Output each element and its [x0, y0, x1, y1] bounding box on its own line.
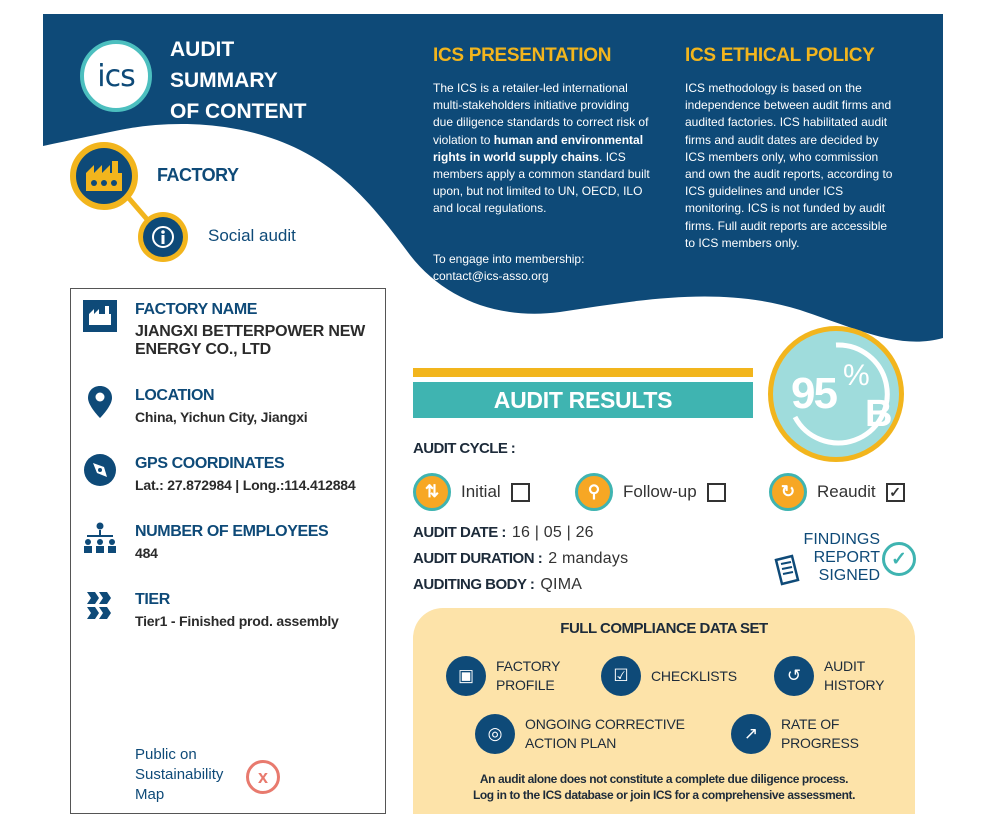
- cycle-initial-label: Initial: [461, 482, 501, 501]
- compliance-title: FULL COMPLIANCE DATA SET: [560, 620, 768, 637]
- auditing-body-value: QIMA: [540, 576, 583, 593]
- progress-icon: ↗: [731, 714, 771, 754]
- refresh-icon: ↻: [769, 473, 807, 511]
- tier-value: Tier1 - Finished prod. assembly: [135, 613, 339, 629]
- cycle-follow-up-label: Follow-up: [623, 482, 697, 501]
- ics-presentation-title: ICS PRESENTATION: [433, 45, 612, 66]
- auditing-body-label: AUDITING BODY :: [413, 576, 535, 593]
- cycle-reaudit-checkbox[interactable]: ✓: [886, 483, 905, 502]
- compliance-audit-history[interactable]: [774, 656, 904, 696]
- cycle-follow-up-checkbox[interactable]: [707, 483, 726, 502]
- factory-profile-label: FACTORY PROFILE: [496, 658, 560, 693]
- audit-date-label: AUDIT DATE :: [413, 524, 506, 541]
- audit-score-badge: [768, 326, 904, 462]
- audit-cycle-label: AUDIT CYCLE :: [413, 440, 516, 457]
- auditing-body-row: [413, 576, 582, 594]
- ics-logo: ics: [80, 40, 152, 112]
- corrective-action-plan-label: ONGOING CORRECTIVE ACTION PLAN: [525, 716, 685, 751]
- location-pin-icon: [83, 385, 117, 419]
- employees-label: NUMBER OF EMPLOYEES: [135, 523, 329, 540]
- findings-report-signed: FINDINGS REPORT SIGNED: [803, 531, 880, 584]
- audit-score-percent: %: [843, 359, 870, 392]
- location-label: LOCATION: [135, 387, 215, 404]
- compass-icon: [83, 453, 117, 487]
- tier-label: TIER: [135, 591, 170, 608]
- cycle-follow-up: [575, 472, 726, 512]
- compliance-data-panel: [413, 608, 915, 814]
- ics-ethical-policy-title: ICS ETHICAL POLICY: [685, 45, 875, 66]
- compliance-corrective-action-plan[interactable]: [475, 714, 695, 754]
- compliance-factory-profile[interactable]: [446, 656, 576, 696]
- signed-check-icon: ✓: [882, 542, 916, 576]
- audit-results-title: AUDIT RESULTS: [413, 382, 753, 418]
- audit-history-label: AUDIT HISTORY: [824, 658, 885, 693]
- history-icon: ↺: [774, 656, 814, 696]
- factory-badge: [70, 142, 138, 210]
- audit-duration-value: 2 mandays: [548, 550, 629, 567]
- factory-name-label: FACTORY NAME: [135, 301, 258, 318]
- sustainability-map-label: Public on Sustainability Map: [135, 746, 224, 803]
- tier-icon: [83, 589, 117, 623]
- audit-duration-row: [413, 550, 628, 568]
- cycle-reaudit-label: Reaudit: [817, 482, 876, 501]
- factory-info-panel: [70, 288, 386, 814]
- page-title: AUDIT SUMMARY OF CONTENT: [170, 38, 307, 123]
- cycle-initial-checkbox[interactable]: [511, 483, 530, 502]
- location-value: China, Yichun City, Jiangxi: [135, 409, 308, 425]
- ics-presentation-text: The ICS is a retailer-led international multi-stakeholders initiative providing due diligence standards to correct risk of violation to human and environmental rights in world supply chains. ICS members apply a common standard built upon, but not limited to UN, OECD, ILO and local regulations.: [433, 81, 650, 216]
- audit-duration-label: AUDIT DURATION :: [413, 550, 543, 567]
- cycle-reaudit: [769, 472, 905, 512]
- membership-contact: To engage into membership: contact@ics-asso.org: [433, 252, 585, 284]
- profile-icon: ▣: [446, 656, 486, 696]
- compliance-footer-note: An audit alone does not constitute a complete due diligence process. Log in to the ICS database or join ICS for a comprehensive assessment.: [472, 772, 856, 802]
- employees-value: 484: [135, 545, 158, 561]
- factory-name-value: JIANGXI BETTERPOWER NEW ENERGY CO., LTD: [135, 323, 366, 358]
- audit-results-accent-bar: [413, 368, 753, 377]
- rate-of-progress-label: RATE OF PROGRESS: [781, 716, 859, 751]
- magnifier-icon: ⚲: [575, 473, 613, 511]
- gps-label: GPS COORDINATES: [135, 455, 285, 472]
- audit-date-value: 16 | 05 | 26: [511, 524, 594, 541]
- factory-icon: [84, 159, 124, 193]
- compliance-checklists[interactable]: [601, 656, 737, 696]
- compliance-rate-of-progress[interactable]: [731, 714, 861, 754]
- not-public-x-icon: x: [246, 760, 280, 794]
- audit-grade: B: [865, 393, 893, 435]
- gps-value: Lat.: 27.872984 | Long.:114.412884: [135, 477, 356, 493]
- checklists-label: CHECKLISTS: [651, 667, 737, 684]
- arrows-up-icon: ⇅: [413, 473, 451, 511]
- info-icon: [150, 224, 176, 250]
- factory-label: FACTORY: [157, 165, 239, 185]
- factory-name-icon: [83, 299, 117, 333]
- audit-score-value: 95: [791, 369, 836, 418]
- social-audit-label: Social audit: [208, 226, 296, 245]
- cycle-initial: [413, 472, 530, 512]
- org-chart-icon: [83, 521, 117, 555]
- cap-icon: ◎: [475, 714, 515, 754]
- audit-date-row: [413, 524, 594, 542]
- ics-ethical-policy-text: ICS methodology is based on the independence between audit firms and audited factories. ICS habilitated audit firms and audit dates are decided by ICS members only, who commission and own the audit reports, according to ICS guidelines and under ICS monitoring. ICS is not funded by audit firms. Full audit reports are accessible to ICS members only.: [685, 81, 893, 250]
- social-audit-badge: [138, 212, 188, 262]
- checklist-icon: ☑: [601, 656, 641, 696]
